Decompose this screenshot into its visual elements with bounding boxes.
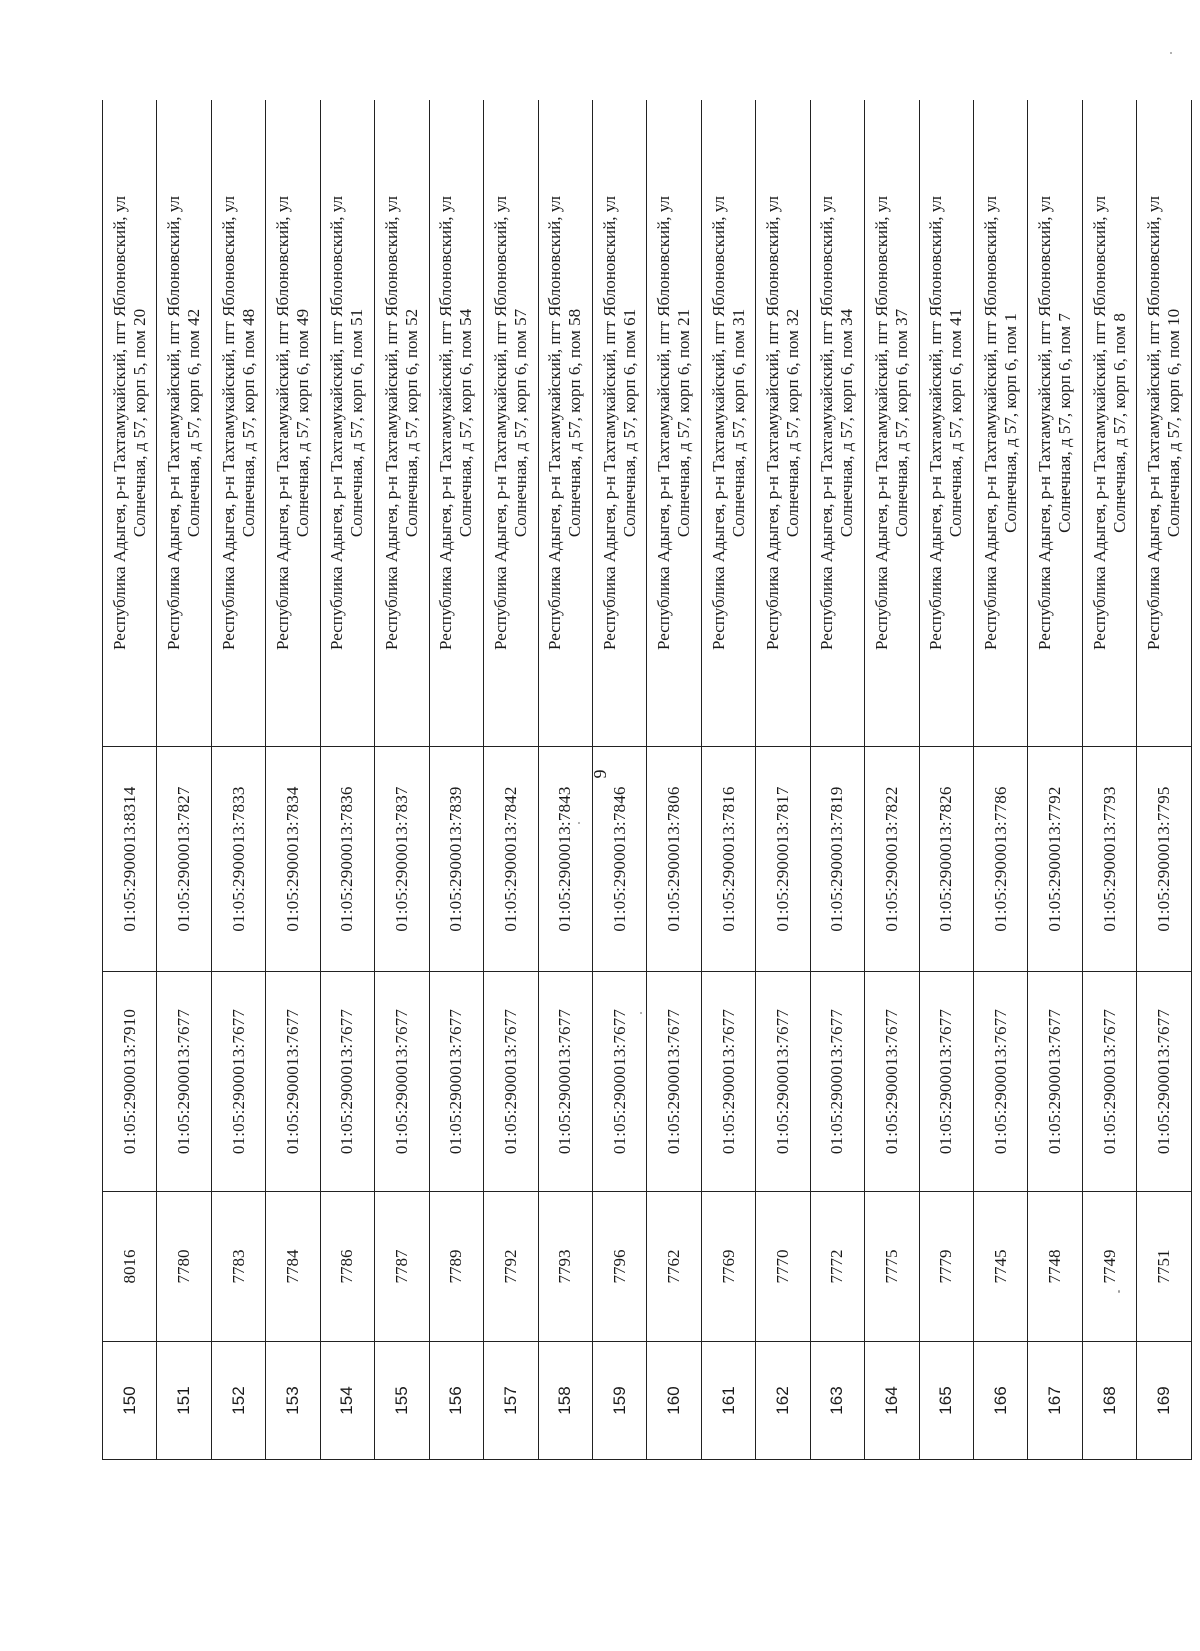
address-line-1: Республика Адыгея, р-н Тахтамукайский, пгт Яблоновский, ул xyxy=(980,196,1000,650)
parent-cadastral-number-cell: 01:05:2900013:7677 xyxy=(865,972,919,1192)
object-id-cell: 7745 xyxy=(974,1192,1028,1342)
parent-cadastral-number-cell: 01:05:2900013:7677 xyxy=(1137,972,1192,1192)
scan-speck xyxy=(640,1012,642,1014)
address-cell xyxy=(103,100,157,747)
table-row xyxy=(103,100,157,1460)
address-line-1: Республика Адыгея, р-н Тахтамукайский, пгт Яблоновский, ул xyxy=(926,196,946,650)
table-row xyxy=(919,100,973,1460)
row-number-cell: 166 xyxy=(974,1342,1028,1460)
row-number-cell: 163 xyxy=(810,1342,864,1460)
address-line-2: Солнечная, д 57, корп 6, пом 37 xyxy=(891,308,911,538)
cadastral-number-cell: 01:05:2900013:7842 xyxy=(484,747,538,972)
address-line-2: Солнечная, д 57, корп 6, пом 1 xyxy=(1000,313,1020,533)
parent-cadastral-number-cell: 01:05:2900013:7677 xyxy=(974,972,1028,1192)
object-id-cell: 7748 xyxy=(1028,1192,1082,1342)
address-line-2: Солнечная, д 57, корп 6, пом 7 xyxy=(1055,313,1075,533)
table-row xyxy=(266,100,320,1460)
cadastral-number-cell: 01:05:2900013:7826 xyxy=(919,747,973,972)
address-line-1: Республика Адыгея, р-н Тахтамукайский, пгт Яблоновский, ул xyxy=(654,196,674,650)
cadastral-number-cell: 01:05:2900013:7834 xyxy=(266,747,320,972)
address-line-2: Солнечная, д 57, корп 6, пом 8 xyxy=(1109,313,1129,533)
object-id-cell: 7783 xyxy=(211,1192,265,1342)
table-row xyxy=(320,100,374,1460)
address-line-1: Республика Адыгея, р-н Тахтамукайский, пгт Яблоновский, ул xyxy=(164,196,184,650)
row-number-cell: 158 xyxy=(538,1342,592,1460)
object-id-cell: 7792 xyxy=(484,1192,538,1342)
address-line-2: Солнечная, д 57, корп 6, пом 57 xyxy=(510,308,530,538)
address-cell xyxy=(865,100,919,747)
row-number-cell: 160 xyxy=(647,1342,701,1460)
object-id-cell: 7772 xyxy=(810,1192,864,1342)
parent-cadastral-number-cell: 01:05:2900013:7677 xyxy=(919,972,973,1192)
table-row xyxy=(538,100,592,1460)
address-line-1: Республика Адыгея, р-н Тахтамукайский, пгт Яблоновский, ул xyxy=(490,196,510,650)
address-line-2: Солнечная, д 57, корп 5, пом 20 xyxy=(129,308,149,538)
row-number-cell: 153 xyxy=(266,1342,320,1460)
address-cell xyxy=(484,100,538,747)
row-number-cell: 168 xyxy=(1082,1342,1136,1460)
cadastral-number-cell: 01:05:2900013:7827 xyxy=(157,747,211,972)
address-line-2: Солнечная, д 57, корп 6, пом 10 xyxy=(1164,308,1184,538)
object-id-cell: 7751 xyxy=(1137,1192,1192,1342)
object-id-cell: 8016 xyxy=(103,1192,157,1342)
table-row xyxy=(865,100,919,1460)
address-cell xyxy=(701,100,755,747)
table-row xyxy=(429,100,483,1460)
object-id-cell: 7793 xyxy=(538,1192,592,1342)
address-cell xyxy=(974,100,1028,747)
address-line-1: Республика Адыгея, р-н Тахтамукайский, пгт Яблоновский, ул xyxy=(436,196,456,650)
row-number-cell: 154 xyxy=(320,1342,374,1460)
parent-cadastral-number-cell: 01:05:2900013:7677 xyxy=(701,972,755,1192)
cadastral-number-cell: 01:05:2900013:7839 xyxy=(429,747,483,972)
parent-cadastral-number-cell: 01:05:2900013:7910 xyxy=(103,972,157,1192)
cadastral-number-cell: 01:05:2900013:7819 xyxy=(810,747,864,972)
address-line-1: Республика Адыгея, р-н Тахтамукайский, пгт Яблоновский, ул xyxy=(218,196,238,650)
cadastral-number-cell: 01:05:2900013:7795 xyxy=(1137,747,1192,972)
cadastral-number-cell: 01:05:2900013:7792 xyxy=(1028,747,1082,972)
address-line-2: Солнечная, д 57, корп 6, пом 48 xyxy=(238,308,258,538)
row-number-cell: 165 xyxy=(919,1342,973,1460)
table-row xyxy=(1028,100,1082,1460)
parent-cadastral-number-cell: 01:05:2900013:7677 xyxy=(157,972,211,1192)
address-line-2: Солнечная, д 57, корп 6, пом 21 xyxy=(674,308,694,538)
row-number-cell: 151 xyxy=(157,1342,211,1460)
object-id-cell: 7770 xyxy=(756,1192,810,1342)
address-line-2: Солнечная, д 57, корп 6, пом 31 xyxy=(728,308,748,538)
address-cell xyxy=(157,100,211,747)
cadastral-number-cell: 01:05:2900013:7843 xyxy=(538,747,592,972)
object-id-cell: 7779 xyxy=(919,1192,973,1342)
row-number-cell: 169 xyxy=(1137,1342,1192,1460)
address-cell xyxy=(1082,100,1136,747)
object-id-cell: 7780 xyxy=(157,1192,211,1342)
address-line-1: Республика Адыгея, р-н Тахтамукайский, пгт Яблоновский, ул xyxy=(381,196,401,650)
address-line-1: Республика Адыгея, р-н Тахтамукайский, пгт Яблоновский, ул xyxy=(871,196,891,650)
table-row xyxy=(157,100,211,1460)
scan-speck xyxy=(1118,1290,1120,1293)
cadastral-number-cell: 01:05:2900013:8314 xyxy=(103,747,157,972)
table-body xyxy=(103,100,1192,1460)
address-line-2: Солнечная, д 57, корп 6, пом 61 xyxy=(619,308,639,538)
address-cell xyxy=(375,100,429,747)
cadastral-number-cell: 01:05:2900013:7836 xyxy=(320,747,374,972)
address-line-2: Солнечная, д 57, корп 6, пом 49 xyxy=(293,308,313,538)
cadastral-number-cell: 01:05:2900013:7846 xyxy=(592,747,646,972)
address-cell xyxy=(592,100,646,747)
address-cell xyxy=(919,100,973,747)
row-number-cell: 156 xyxy=(429,1342,483,1460)
parent-cadastral-number-cell: 01:05:2900013:7677 xyxy=(429,972,483,1192)
scan-speck xyxy=(1170,52,1172,54)
address-line-1: Республика Адыгея, р-н Тахтамукайский, пгт Яблоновский, ул xyxy=(599,196,619,650)
parent-cadastral-number-cell: 01:05:2900013:7677 xyxy=(810,972,864,1192)
address-line-2: Солнечная, д 57, корп 6, пом 52 xyxy=(401,308,421,538)
object-id-cell: 7786 xyxy=(320,1192,374,1342)
cadastral-number-cell: 01:05:2900013:7833 xyxy=(211,747,265,972)
row-number-cell: 157 xyxy=(484,1342,538,1460)
address-line-1: Республика Адыгея, р-н Тахтамукайский, пгт Яблоновский, ул xyxy=(1035,196,1055,650)
parent-cadastral-number-cell: 01:05:2900013:7677 xyxy=(320,972,374,1192)
address-line-2: Солнечная, д 57, корп 6, пом 34 xyxy=(837,308,857,538)
row-number-cell: 159 xyxy=(592,1342,646,1460)
object-id-cell: 7762 xyxy=(647,1192,701,1342)
row-number-cell: 150 xyxy=(103,1342,157,1460)
row-number-cell: 162 xyxy=(756,1342,810,1460)
cadastral-number-cell: 01:05:2900013:7786 xyxy=(974,747,1028,972)
table-row xyxy=(810,100,864,1460)
address-cell xyxy=(756,100,810,747)
address-cell xyxy=(211,100,265,747)
parent-cadastral-number-cell: 01:05:2900013:7677 xyxy=(756,972,810,1192)
table-row xyxy=(211,100,265,1460)
object-id-cell: 7769 xyxy=(701,1192,755,1342)
parent-cadastral-number-cell: 01:05:2900013:7677 xyxy=(592,972,646,1192)
table-row xyxy=(375,100,429,1460)
address-line-2: Солнечная, д 57, корп 6, пом 42 xyxy=(184,308,204,538)
parent-cadastral-number-cell: 01:05:2900013:7677 xyxy=(1082,972,1136,1192)
table-row xyxy=(756,100,810,1460)
cadastral-number-cell: 01:05:2900013:7822 xyxy=(865,747,919,972)
cadastral-number-cell: 01:05:2900013:7817 xyxy=(756,747,810,972)
property-table xyxy=(102,100,1192,1460)
address-line-1: Республика Адыгея, р-н Тахтамукайский, пгт Яблоновский, ул xyxy=(273,196,293,650)
object-id-cell: 7749 xyxy=(1082,1192,1136,1342)
row-number-cell: 167 xyxy=(1028,1342,1082,1460)
address-cell xyxy=(810,100,864,747)
table-row xyxy=(1137,100,1192,1460)
address-cell xyxy=(1137,100,1192,747)
parent-cadastral-number-cell: 01:05:2900013:7677 xyxy=(266,972,320,1192)
parent-cadastral-number-cell: 01:05:2900013:7677 xyxy=(211,972,265,1192)
row-number-cell: 161 xyxy=(701,1342,755,1460)
object-id-cell: 7796 xyxy=(592,1192,646,1342)
address-line-1: Республика Адыгея, р-н Тахтамукайский, пгт Яблоновский, ул xyxy=(545,196,565,650)
address-line-1: Республика Адыгея, р-н Тахтамукайский, пгт Яблоновский, ул xyxy=(762,196,782,650)
table-row xyxy=(484,100,538,1460)
address-line-2: Солнечная, д 57, корп 6, пом 58 xyxy=(565,308,585,538)
address-cell xyxy=(647,100,701,747)
object-id-cell: 7789 xyxy=(429,1192,483,1342)
cadastral-number-cell: 01:05:2900013:7837 xyxy=(375,747,429,972)
row-number-cell: 164 xyxy=(865,1342,919,1460)
row-number-cell: 152 xyxy=(211,1342,265,1460)
parent-cadastral-number-cell: 01:05:2900013:7677 xyxy=(647,972,701,1192)
object-id-cell: 7784 xyxy=(266,1192,320,1342)
cadastral-number-cell: 01:05:2900013:7806 xyxy=(647,747,701,972)
address-cell xyxy=(1028,100,1082,747)
scan-speck xyxy=(578,822,580,824)
address-line-2: Солнечная, д 57, корп 6, пом 32 xyxy=(782,308,802,538)
address-line-2: Солнечная, д 57, корп 6, пом 41 xyxy=(946,308,966,538)
address-line-1: Республика Адыгея, р-н Тахтамукайский, пгт Яблоновский, ул xyxy=(708,196,728,650)
document-table-area xyxy=(102,100,1192,1460)
row-number-cell: 155 xyxy=(375,1342,429,1460)
address-cell xyxy=(538,100,592,747)
cadastral-number-cell: 01:05:2900013:7816 xyxy=(701,747,755,972)
object-id-cell: 7787 xyxy=(375,1192,429,1342)
address-line-1: Республика Адыгея, р-н Тахтамукайский, пгт Яблоновский, ул xyxy=(1144,196,1164,650)
parent-cadastral-number-cell: 01:05:2900013:7677 xyxy=(1028,972,1082,1192)
table-row xyxy=(1082,100,1136,1460)
address-line-1: Республика Адыгея, р-н Тахтамукайский, пгт Яблоновский, ул xyxy=(109,196,129,650)
address-line-2: Солнечная, д 57, корп 6, пом 51 xyxy=(347,308,367,538)
page-number: 9 xyxy=(590,769,610,779)
table-row xyxy=(647,100,701,1460)
address-cell xyxy=(266,100,320,747)
address-cell xyxy=(320,100,374,747)
parent-cadastral-number-cell: 01:05:2900013:7677 xyxy=(484,972,538,1192)
address-line-1: Республика Адыгея, р-н Тахтамукайский, пгт Яблоновский, ул xyxy=(327,196,347,650)
table-row xyxy=(701,100,755,1460)
cadastral-number-cell: 01:05:2900013:7793 xyxy=(1082,747,1136,972)
rotated-table-container xyxy=(102,100,1192,1460)
address-cell xyxy=(429,100,483,747)
address-line-1: Республика Адыгея, р-н Тахтамукайский, пгт Яблоновский, ул xyxy=(817,196,837,650)
address-line-1: Республика Адыгея, р-н Тахтамукайский, пгт Яблоновский, ул xyxy=(1089,196,1109,650)
address-line-2: Солнечная, д 57, корп 6, пом 54 xyxy=(456,308,476,538)
parent-cadastral-number-cell: 01:05:2900013:7677 xyxy=(375,972,429,1192)
table-row xyxy=(974,100,1028,1460)
object-id-cell: 7775 xyxy=(865,1192,919,1342)
parent-cadastral-number-cell: 01:05:2900013:7677 xyxy=(538,972,592,1192)
